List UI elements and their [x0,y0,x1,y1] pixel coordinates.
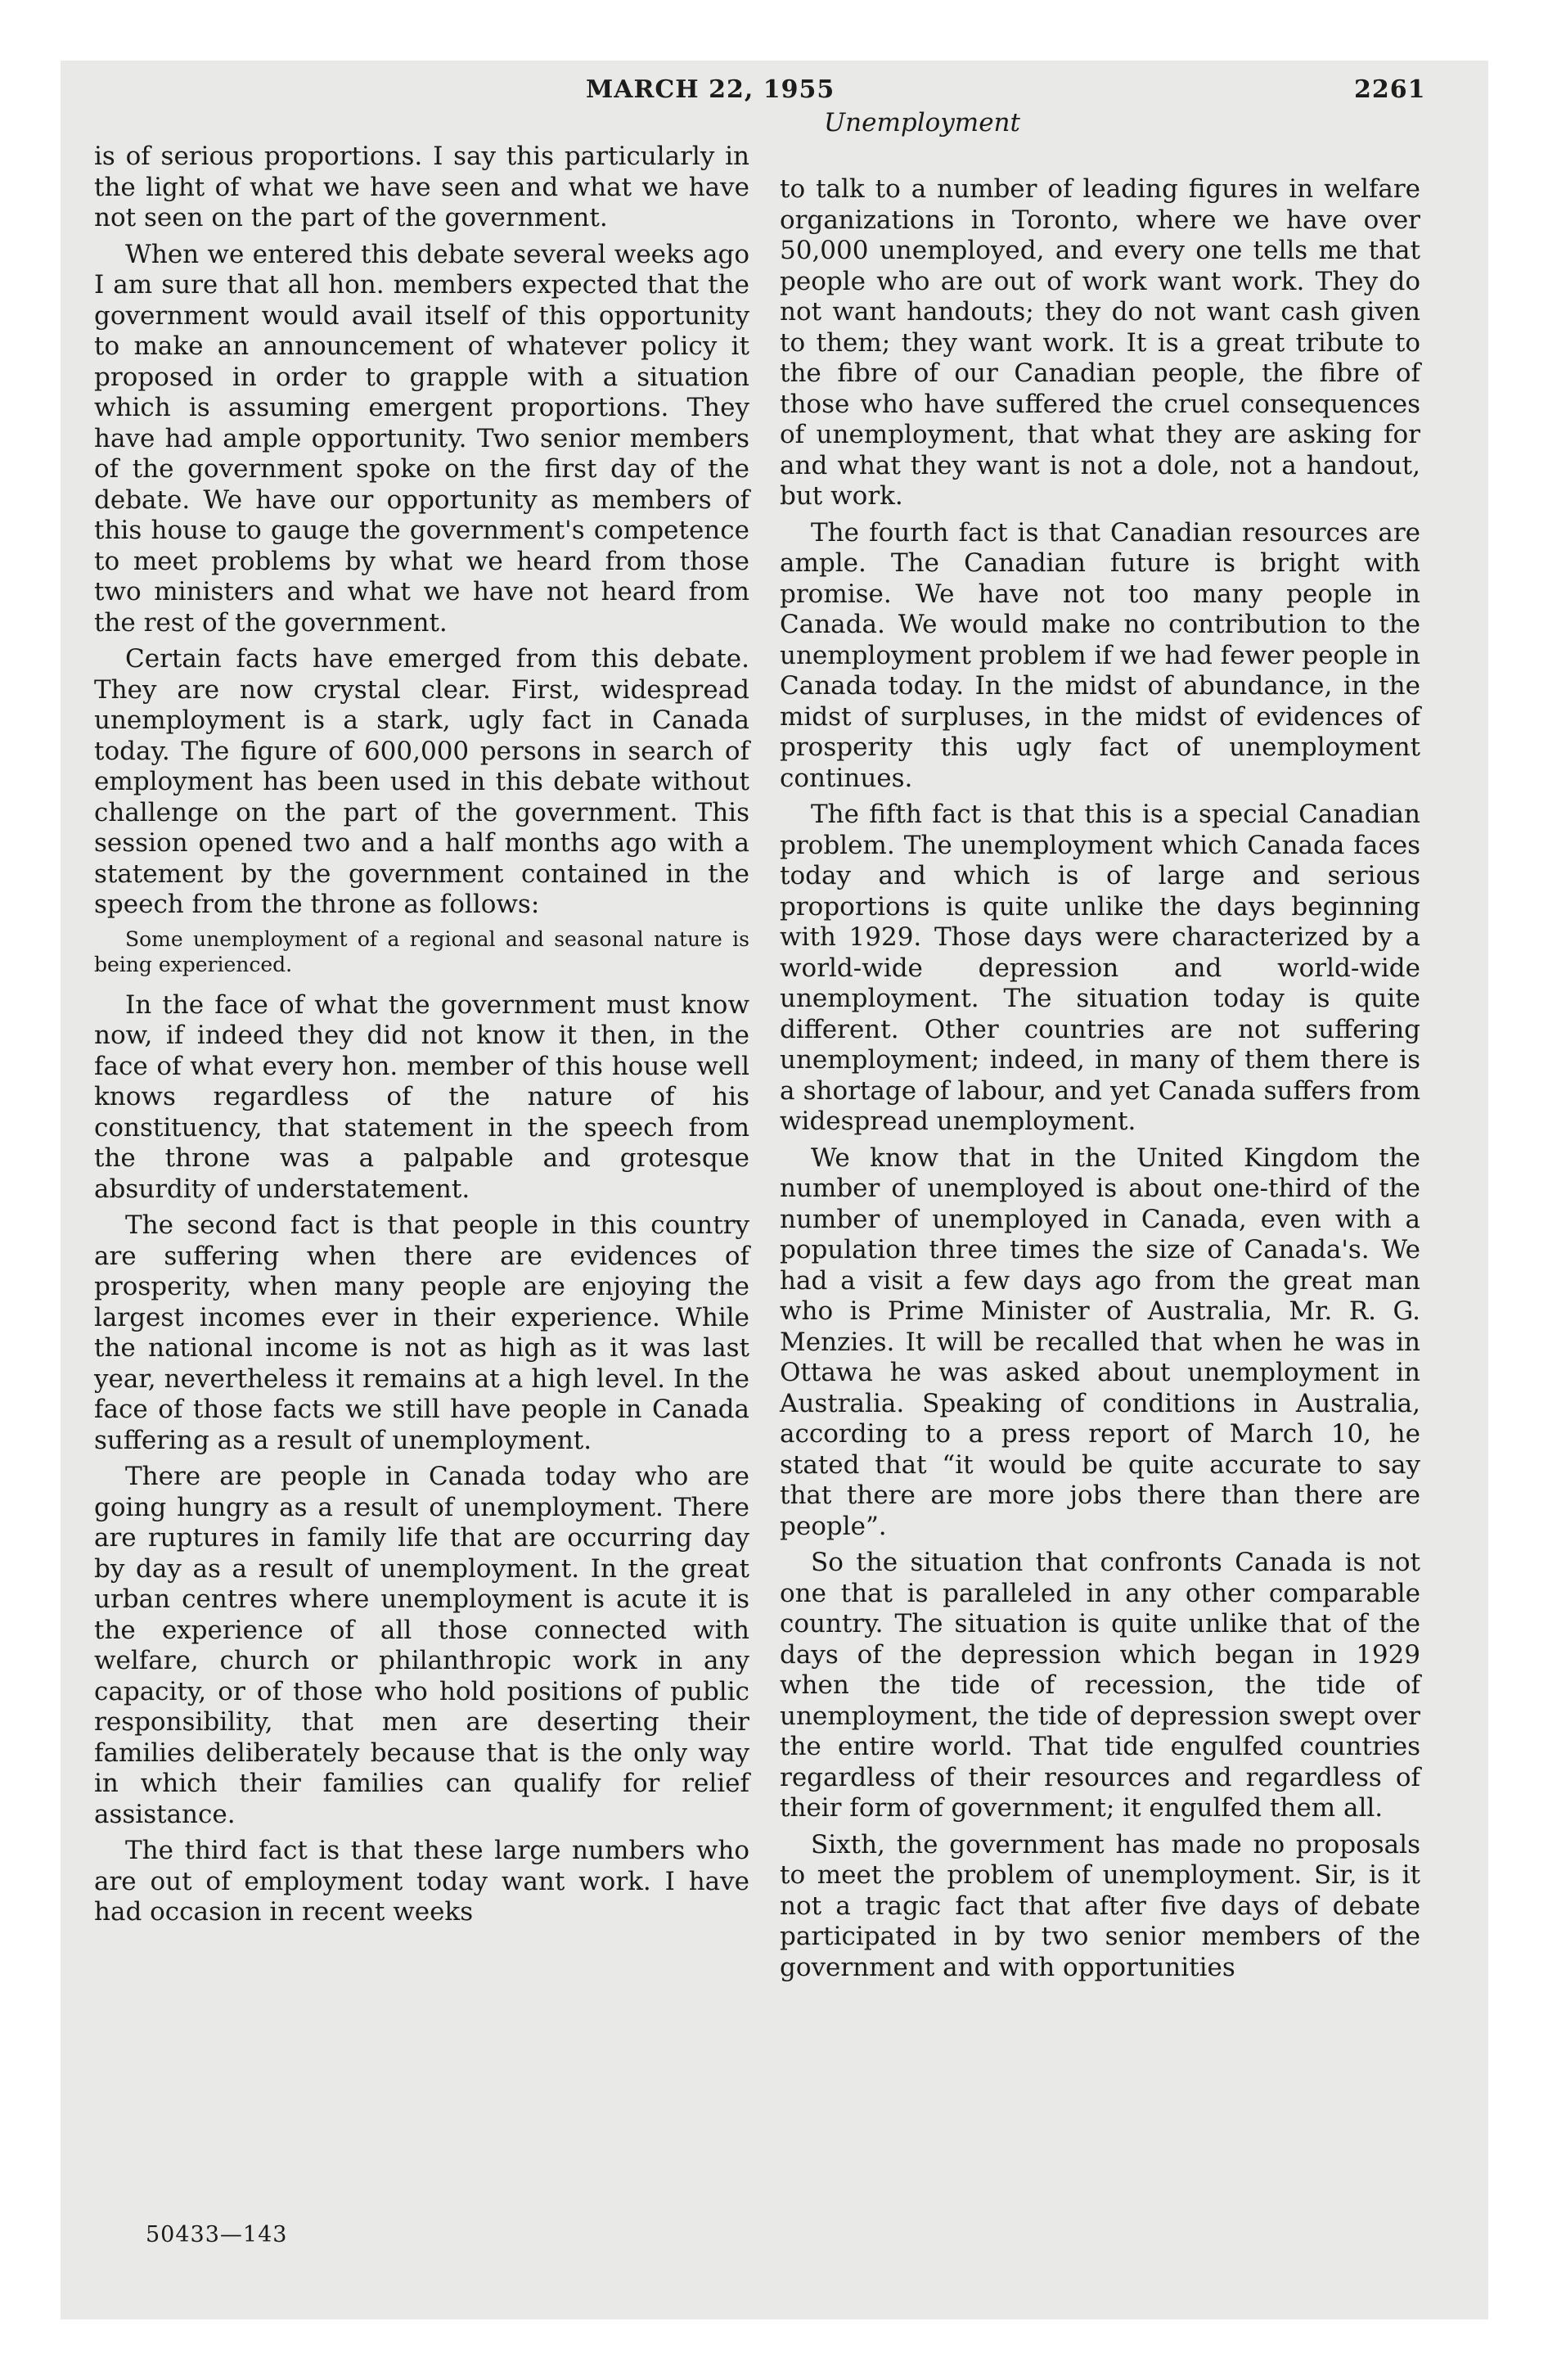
paragraph: to talk to a number of leading figures in welfare organizations in Toronto, where we have over 50,000 unemployed, and every one tells me that people who are out of work want work. They do not want handouts; they do not want cash given to them; they want work. It is a great tribute to the fibre of our Canadian people, the fibre of those who have suffered the cruel consequences of unemployment, that what they are asking for and what they want is not a dole, not a handout, but work. [780,174,1420,511]
paragraph: is of serious proportions. I say this particularly in the light of what we have seen and what we have not seen on the part of the government. [94,142,749,232]
paragraph: The fifth fact is that this is a special Canadian problem. The unemployment which Canada faces today and which is of large and serious proportions is quite unlike the days beginning with 1929. Those days were characterized by a world-wide depression and world-wide unemployment. The situation today is quite different. Other countries are not suffering unemployment; indeed, in many of them there is a shortage of labour, and yet Canada suffers from widespread unemployment. [780,800,1420,1136]
left-column [94,142,749,1934]
right-column [780,174,1420,1989]
page-number: 2261 [1354,75,1426,104]
paragraph: There are people in Canada today who are going hungry as a result of unemployment. There are ruptures in family life that are occurring day by day as a result of unemployment. In the great urban centres where unemployment is acute it is the experience of all those connected with welfare, church or philanthropic work in any capacity, or of those who hold positions of public responsibility, that men are deserting their families deliberately because that is the only way in which their families can qualify for relief assistance. [94,1462,749,1829]
paragraph: The third fact is that these large numbers who are out of employment today want work. I have had occasion in recent weeks [94,1836,749,1927]
paragraph: In the face of what the government must know now, if indeed they did not know it then, in the face of what every hon. member of this house well knows regardless of the nature of his constituency, that statement in the speech from the throne was a palpable and grotesque absurdity of understatement. [94,989,749,1204]
paragraph: Sixth, the government has made no proposals to meet the problem of unemployment. Sir, is it not a tragic fact that after five days of debate participated in by two senior members of the government and with opportunities [780,1829,1420,1982]
block-quote: Some unemployment of a regional and seasonal nature is being experienced. [94,926,749,976]
paragraph: We know that in the United Kingdom the number of unemployed is about one-third of the number of unemployed in Canada, even with a population three times the size of Canada's. We had a visit a few days ago from the great man who is Prime Minister of Australia, Mr. R. G. Menzies. It will be recalled that when he was in Ottawa he was asked about unemployment in Australia. Speaking of conditions in Australia, according to a press report of March 10, he stated that “it would be quite accurate to say that there are more jobs there than there are people”. [780,1143,1420,1541]
paragraph: So the situation that confronts Canada is not one that is paralleled in any other comparable country. The situation is quite unlike that of the days of the depression which began in 1929 when the tide of recession, the tide of unemployment, the tide of depression swept over the entire world. That tide engulfed countries regardless of their resources and regardless of their form of government; it engulfed them all. [780,1548,1420,1823]
page-date: MARCH 22, 1955 [586,75,835,104]
footer-code: 50433—143 [146,2222,288,2247]
paragraph: When we entered this debate several weeks ago I am sure that all hon. members expected that the government would avail itself of this opportunity to make an announcement of whatever policy it proposed in order to grapple with a situation which is assuming emergent proportions. They have had ample opportunity. Two senior members of the government spoke on the first day of the debate. We have our opportunity as members of this house to gauge the government's competence to meet problems by what we heard from those two ministers and what we have not heard from the rest of the government. [94,239,749,638]
paragraph: The second fact is that people in this country are suffering when there are evidences of prosperity, when many people are enjoying the largest incomes ever in their experience. While the national income is not as high as it was last year, nevertheless it remains at a high level. In the face of those facts we still have people in Canada suffering as a result of unemployment. [94,1210,749,1455]
paragraph: The fourth fact is that Canadian resources are ample. The Canadian future is bright with promise. We have not too many people in Canada. We would make no contribution to the unemployment problem if we had fewer people in Canada today. In the midst of abundance, in the midst of surpluses, in the midst of evidences of prosperity this ugly fact of unemployment continues. [780,517,1420,793]
paragraph: Certain facts have emerged from this debate. They are now crystal clear. First, widespread unemployment is a stark, ugly fact in Canada today. The figure of 600,000 persons in search of employment has been used in this debate without challenge on the part of the government. This session opened two and a half months ago with a statement by the government contained in the speech from the throne as follows: [94,644,749,919]
running-head-subject: Unemployment [824,108,1020,137]
